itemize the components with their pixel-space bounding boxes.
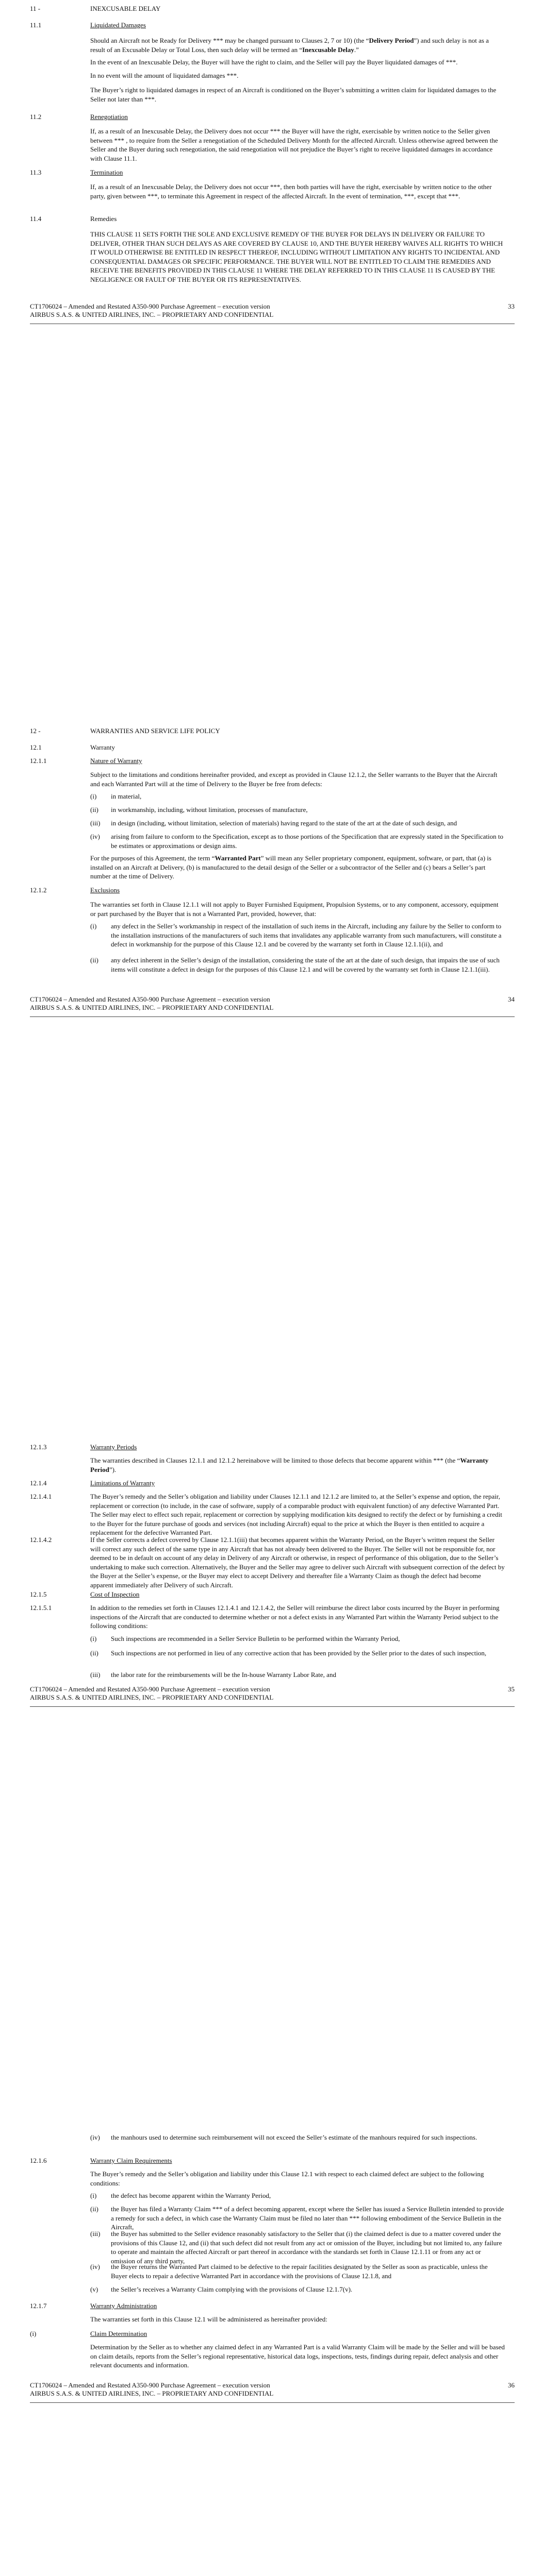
footer-confidential-line: AIRBUS S.A.S. & UNITED AIRLINES, INC. – PROPRIETARY AND CONFIDENTIAL — [30, 311, 274, 318]
footer-document-line: CT1706024 – Amended and Restated A350-900 Purchase Agreement – execution version — [30, 302, 270, 310]
page-34: 12 - WARRANTIES AND SERVICE LIFE POLICY 12.1 Warranty 12.1.1 Nature of Warranty Subject to the limitations and conditions hereinafter provided, and except as provided in Clause 12.1.2, the Seller warrants to the Buyer that the Aircraft and each Warranted Part will at the time of Delivery to the Buyer be free from defects: (i) in material, (ii) in workmanship, including, without limitation, processes of manufacture, (iii) in design (including, without limitation, selection of materials) having regard to the state of the art at the date of such design, and (iv) arising from failure to conform to the Specification, except as to those portions of the Specification that are expressly stated in the Specification to be estimates or approximations or design aims. For the purposes of this Agreement, the term “Warranted Part” will mean any Seller proprietary component, equipment, software, or part, that (a) is installed on an Aircraft at Delivery, (b) is manufactured to the detail design of the Seller or a subcontractor of the Seller and (c) bears a Seller’s part number at the time of Delivery. 12.1.2 Exclusions The warranties set forth in Clause 12.1.1 will not apply to Buyer Furnished Equipment, Propulsion Systems, or to any component, accessory, equipment or part purchased by the Buyer that is not a Warranted Part, provided, however, that: (i) any defect in the Seller’s workmanship in respect of the installation of such items in the Aircraft, including any failure by the Seller to conform to the installation instructions of the manufacturers of such items that invalidates any applicable warranty from such manufacturers, will constitute a defect in workmanship for the purpose of this Clause 12.1 and be covered by the warranty set forth in Clause 12.1.1(ii), and (ii) any defect inherent in the Seller’s design of the installation, considering the state of the art at the date of such design, that impairs the use of such items will constitute a defect in design for the purposes of this Clause 12.1 and will be covered by the warranty set forth in Clause 12.1.1(iii). CT1706024 – Amended and Restated A350-900 Purchase Agreement – execution version AIRBUS S.A.S. & UNITED AIRLINES, INC. – PROPRIETARY AND CONFIDENTIAL 34 — [0, 703, 544, 1406]
footer-confidential-line: AIRBUS S.A.S. & UNITED AIRLINES, INC. – PROPRIETARY AND CONFIDENTIAL — [30, 1693, 274, 1701]
clause-11-1-para-4: The Buyer’s right to liquidated damages in respect of an Aircraft is conditioned on the Buyer’s submitting a written claim for liquidated damages to the Seller not later than ***. — [90, 86, 497, 103]
section-title: WARRANTIES AND SERVICE LIFE POLICY — [90, 727, 220, 735]
clause-title: Cost of Inspection — [90, 1590, 140, 1598]
clause-text: The Buyer’s remedy and the Seller’s obligation and liability under Clauses 12.1.1 and 12.1.2 are limited to, at the Seller’s expense and option, the repair, replacement or correction (to include, in the case of software, supply of a comparable product with equivalent function) of any defective Warranted Part. The Seller may elect to effect such repair, replacement or correction by supplying modification kits designed to rectify the defect or by furnishing a credit to the Buyer for the future purchase of goods and services (not including Aircraft) equal to the price at which the Buyer is then entitled to acquire a replacement for the defective Warranted Part. — [90, 1493, 502, 1537]
clause-number: 12.1.4 — [30, 1479, 47, 1487]
clause-number: 12.1.2 — [30, 886, 47, 894]
clause-text: If the Seller corrects a defect covered by Clause 12.1.1(iii) that becomes apparent within the Warranty Period, on the Buyer’s written request the Seller will correct any such defect of the same type in any Aircraft that has not already been delivered to the Buyer. The Seller will not be responsible for, nor deemed to be in default on account of any delay in Delivery of any Aircraft or otherwise, in respect of performance of this obligation, due to the Seller’s undertaking to make such correction. Alternatively, the Buyer and the Seller may agree to deliver such Aircraft with subsequent correction of the defect by the Buyer at the Seller’s expense, or the Buyer may elect to accept Delivery and thereafter file a Warranty Claim as though the defect had become apparent immediately after Delivery of such Aircraft. — [90, 1536, 505, 1589]
clause-12-1-2-para-1: The warranties set forth in Clause 12.1.1 will not apply to Buyer Furnished Equipment, Propulsion Systems, or to any component, accessory, equipment or part purchased by the Buyer that is not a Warranted Part, provided, however, that: — [90, 901, 499, 918]
clause-11-3-para-1: If, as a result of an Inexcusable Delay, the Delivery does not occur ***, then both parties will have the right, exercisable by written notice to the other party, given between ***, to terminate this Agreement in respect of the affected Aircraft. In the event of termination, ***, except that ***. — [90, 183, 492, 200]
clause-title: Termination — [90, 168, 123, 176]
clause-title: Warranty Claim Requirements — [90, 2157, 172, 2164]
page-number: 36 — [508, 2381, 515, 2389]
clause-12-1-1-para-2: For the purposes of this Agreement, the term “Warranted Part” will mean any Seller proprietary component, equipment, software, or part, that (a) is installed on an Aircraft at Delivery, (b) is manufactured to the detail design of the Seller or a subcontractor of the Seller and (c) bears a Seller’s part number at the time of Delivery. — [90, 854, 491, 880]
footer-confidential-line: AIRBUS S.A.S. & UNITED AIRLINES, INC. – PROPRIETARY AND CONFIDENTIAL — [30, 2389, 274, 2397]
clause-text: In addition to the remedies set forth in Clauses 12.1.4.1 and 12.1.4.2, the Seller will reimburse the direct labor costs incurred by the Buyer in performing inspections of the Aircraft that are conducted to determine whether or not a defect exists in any Warranted Part within the Warranty Period subject to the following conditions: — [90, 1604, 500, 1630]
clause-11-4-para-1: THIS CLAUSE 11 SETS FORTH THE SOLE AND EXCLUSIVE REMEDY OF THE BUYER FOR DELAYS IN DELIVERY OR FAILURE TO DELIVER, OTHER THAN SUCH DELAYS AS ARE COVERED BY CLAUSE 10, AND THE BUYER HEREBY WAIVES ALL RIGHTS TO WHICH IT WOULD OTHERWISE BE ENTITLED IN RESPECT THEREOF, INCLUDING WITHOUT LIMITATION ANY RIGHTS TO INCIDENTAL AND CONSEQUENTIAL DAMAGES OR SPECIFIC PERFORMANCE. THE BUYER WILL NOT BE ENTITLED TO CLAIM THE REMEDIES AND RECEIVE THE BENEFITS PROVIDED IN THIS CLAUSE 11 WHERE THE DELAY REFERRED TO IN THIS CLAUSE 11 IS CAUSED BY THE NEGLIGENCE OR FAULT OF THE BUYER OR ITS REPRESENTATIVES. — [90, 230, 503, 283]
clause-title: Renegotiation — [90, 113, 128, 121]
clause-number: 12.1 — [30, 743, 42, 751]
section-number: 12 - — [30, 727, 41, 735]
item-number: (i) — [30, 2330, 37, 2337]
clause-12-1-1-para-1: Subject to the limitations and conditions hereinafter provided, and except as provided in Clause 12.1.2, the Seller warrants to the Buyer that the Aircraft and each Warranted Part will at the time of Delivery to the Buyer be free from defects: — [90, 771, 498, 788]
footer-document-line: CT1706024 – Amended and Restated A350-900 Purchase Agreement – execution version — [30, 1685, 270, 1693]
page-35: 12.1.3 Warranty Periods The warranties described in Clauses 12.1.1 and 12.1.2 hereinabove will be limited to those defects that become apparent within *** (the “Warranty Period”). 12.1.4 Limitations of Warranty 12.1.4.1 The Buyer’s remedy and the Seller’s obligation and liability under Clauses 12.1.1 and 12.1.2 are limited to, at the Seller’s expense and option, the repair, replacement or correction (to include, in the case of software, supply of a comparable product with equivalent function) of any defective Warranted Part. The Seller may elect to effect such repair, replacement or correction by supplying modification kits designed to rectify the defect or by furnishing a credit to the Buyer for the future purchase of goods and services (not including Aircraft) equal to the price at which the Buyer is then entitled to acquire a replacement for the defective Warranted Part. 12.1.4.2 If the Seller corrects a defect covered by Clause 12.1.1(iii) that becomes apparent within the Warranty Period, on the Buyer’s written request the Seller will correct any such defect of the same type in any Aircraft that has not already been delivered to the Buyer. The Seller will not be responsible for, nor deemed to be in default on account of any delay in Delivery of any Aircraft or otherwise, in respect of performance of this obligation, due to the Seller’s undertaking to make such correction. Alternatively, the Buyer and the Seller may agree to deliver such Aircraft with subsequent correction of the defect by the Buyer at the Seller’s expense, or the Buyer may elect to accept Delivery and thereafter file a Warranty Claim as though the defect had become apparent immediately after Delivery of such Aircraft. 12.1.5 Cost of Inspection 12.1.5.1 In addition to the remedies set forth in Clauses 12.1.4.1 and 12.1.4.2, the Seller will reimburse the direct labor costs incurred by the Buyer in performing inspections of the Aircraft that are conducted to determine whether or not a defect exists in any Warranted Part within the Warranty Period subject to the following conditions: (i) Such inspections are recommended in a Seller Service Bulletin to be performed within the Warranty Period, (ii) Such inspections are not performed in lieu of any corrective action that has been provided by the Seller prior to the dates of such inspection, (iii) the labor rate for the reimbursements will be the In-house Warranty Labor Rate, and CT1706024 – Amended and Restated A350-900 Purchase Agreement – execution version AIRBUS S.A.S. & UNITED AIRLINES, INC. – PROPRIETARY AND CONFIDENTIAL 35 — [0, 1406, 544, 2110]
clause-title: Limitations of Warranty — [90, 1479, 155, 1487]
clause-title: Liquidated Damages — [90, 21, 146, 29]
section-number: 11 - — [30, 5, 41, 12]
page-number: 35 — [508, 1685, 515, 1693]
clause-number: 12.1.7 — [30, 2302, 47, 2310]
clause-11-1-para-2: In the event of an Inexcusable Delay, the Buyer will have the right to claim, and the Seller will pay the Buyer liquidated damages of ***. — [90, 58, 458, 66]
clause-12-1-6-para-1: The Buyer’s remedy and the Seller’s obligation and liability under this Clause 12.1 with respect to each claimed defect are subject to the following conditions: — [90, 2170, 484, 2187]
clause-number: 11.4 — [30, 215, 42, 223]
page-number: 33 — [508, 302, 515, 310]
section-title: INEXCUSABLE DELAY — [90, 5, 161, 12]
claim-determination-para: Determination by the Seller as to whether any claimed defect in any Warranted Part is a valid Warranty Claim will be made by the Seller and will be based on claim details, reports from the Seller’s regional representative, historical data logs, inspections, tests, findings during repair, defect analysis and other relevant documents and information. — [90, 2343, 505, 2369]
clause-11-1-para-3: In no event will the amount of liquidated damages ***. — [90, 72, 239, 79]
clause-number: 12.1.6 — [30, 2157, 47, 2164]
footer-document-line: CT1706024 – Amended and Restated A350-900 Purchase Agreement – execution version — [30, 2381, 270, 2389]
clause-title: Remedies — [90, 215, 117, 223]
clause-number: 11.2 — [30, 113, 42, 121]
clause-11-1-para-1: Should an Aircraft not be Ready for Delivery *** may be changed pursuant to Clauses 2, 7 or 10) (the “Delivery Period”) and such delay is not as a result of an Excusable Delay or Total Loss, then such delay will be termed an “Inexcusable Delay.” — [90, 37, 489, 54]
clause-title: Exclusions — [90, 886, 120, 894]
clause-title: Warranty — [90, 743, 116, 751]
clause-title: Warranty Administration — [90, 2302, 157, 2310]
clause-number: 12.1.4.2 — [30, 1536, 52, 1544]
clause-number: 12.1.5.1 — [30, 1604, 52, 1612]
clause-number: 12.1.5 — [30, 1590, 47, 1598]
footer-divider — [30, 2402, 515, 2403]
page-36: (iv) the manhours used to determine such reimbursement will not exceed the Seller’s estimate of the manhours required for such inspections. 12.1.6 Warranty Claim Requirements The Buyer’s remedy and the Seller’s obligation and liability under this Clause 12.1 with respect to each claimed defect are subject to the following conditions: (i) the defect has become apparent within the Warranty Period, (ii) the Buyer has filed a Warranty Claim *** of a defect becoming apparent, except where the Seller has issued a Service Bulletin intended to provide a remedy for such a defect, in which case the Warranty Claim must be filed no later than *** following embodiment of the Service Bulletin in the Aircraft, (iii) the Buyer has submitted to the Seller evidence reasonably satisfactory to the Seller that (i) the claimed defect is due to a matter covered under the provisions of this Clause 12, and (ii) that such defect did not result from any act or omission of the Buyer, including but not limited to, any failure to operate and maintain the affected Aircraft or part thereof in accordance with the standards set forth in Clause 12.1.11 or from any act or omission of any third party, (iv) the Buyer returns the Warranted Part claimed to be defective to the repair facilities designated by the Seller as soon as practicable, unless the Buyer elects to repair a defective Warranted Part in accordance with the provisions of Clause 12.1.8, and (v) the Seller’s receives a Warranty Claim complying with the provisions of Clause 12.1.7(v). 12.1.7 Warranty Administration The warranties set forth in this Clause 12.1 will be administered as hereinafter provided: (i) Claim Determination Determination by the Seller as to whether any claimed defect in any Warranted Part is a valid Warranty Claim will be made by the Seller and will be based on claim details, reports from the Seller’s regional representative, historical data logs, inspections, tests, findings during repair, defect analysis and other relevant documents and information. CT1706024 – Amended and Restated A350-900 Purchase Agreement – execution version AIRBUS S.A.S. & UNITED AIRLINES, INC. – PROPRIETARY AND CONFIDENTIAL 36 — [0, 2110, 544, 2576]
clause-title: Warranty Periods — [90, 1443, 137, 1451]
footer-document-line: CT1706024 – Amended and Restated A350-900 Purchase Agreement – execution version — [30, 995, 270, 1003]
page-33 — [0, 0, 544, 703]
item-title: Claim Determination — [90, 2330, 147, 2337]
clause-title: Nature of Warranty — [90, 757, 142, 765]
clause-11-2-para-1: If, as a result of an Inexcusable Delay, the Delivery does not occur *** the Buyer will have the right, exercisable by written notice to the Seller given between *** , to require from the Seller a renegotiation of the Scheduled Delivery Month for the affected Aircraft. Unless otherwise agreed between the Seller and the Buyer during such renegotiation, the said renegotiation will not prejudice the Buyer’s right to receive liquidated damages in accordance with Clause 11.1. — [90, 127, 498, 162]
clause-number: 11.1 — [30, 21, 42, 29]
page-number: 34 — [508, 995, 515, 1003]
clause-number: 12.1.3 — [30, 1443, 47, 1451]
footer-divider — [30, 1016, 515, 1017]
footer-confidential-line: AIRBUS S.A.S. & UNITED AIRLINES, INC. – PROPRIETARY AND CONFIDENTIAL — [30, 1004, 274, 1011]
clause-12-1-7-para-1: The warranties set forth in this Clause 12.1 will be administered as hereinafter provided: — [90, 2315, 327, 2323]
clause-12-1-3-para-1: The warranties described in Clauses 12.1.1 and 12.1.2 hereinabove will be limited to those defects that become apparent within *** (the “Warranty Period”). — [90, 1456, 489, 1473]
clause-number: 11.3 — [30, 168, 42, 176]
footer-divider — [30, 1706, 515, 1707]
clause-number: 12.1.1 — [30, 757, 47, 765]
clause-number: 12.1.4.1 — [30, 1493, 52, 1500]
